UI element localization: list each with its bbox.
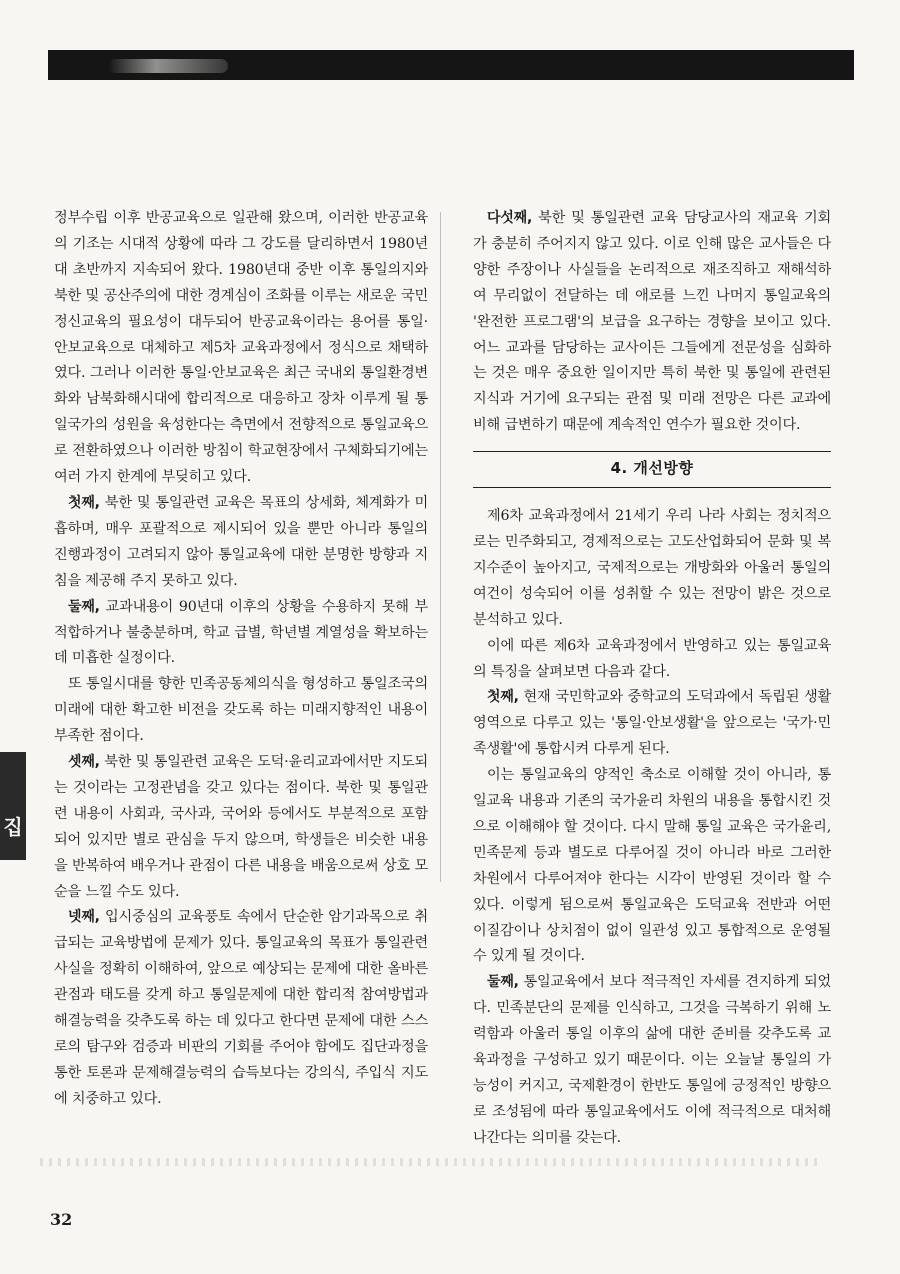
lead-third: 셋째, <box>68 754 100 771</box>
left-paragraph-2 <box>54 491 428 595</box>
header-band <box>48 50 854 80</box>
right-paragraph-6-text: 통일교육에서 보다 적극적인 자세를 견지하게 되었다. 민족분단의 문제를 인식하고, 그것을 극복하기 위해 노력함과 아울러 통일 이후의 삶에 대한 준비를 갖추도록 교육과정을 구성하고 있기 때문이다. 이는 오늘날 통일의 가능성이 커지고, 국제환경이 한반도 통일에 긍정적인 방향으로 조성됨에 따라 통일교육에서도 이에 적극적으로 대처해 나간다는 의미를 갖는다. <box>473 974 831 1146</box>
left-paragraph-6 <box>54 905 428 1112</box>
column-divider <box>440 212 441 882</box>
page-number: 32 <box>50 1210 73 1229</box>
right-column <box>473 206 831 1152</box>
lead-first: 첫째, <box>68 494 100 511</box>
lead-fifth: 다섯째, <box>487 210 533 226</box>
scan-artifact-strip <box>40 1158 820 1166</box>
left-paragraph-6-text: 입시중심의 교육풍토 속에서 단순한 암기과목으로 취급되는 교육방법에 문제가 있다. 통일교육의 목표가 통일관련 사실을 정확히 이해하여, 앞으로 예상되는 문제에 대한 올바른 관점과 태도를 갖게 하고 통일문제에 대한 합리적 참여방법과 해결능력을 갖추도록 하는 데 있다고 한다면 문제에 대한 스스로의 탐구와 검증과 비판의 기회를 주어야 함에도 집단과정을 통한 토론과 문제해결능력의 습득보다는 강의식, 주입식 지도에 치중하고 있다. <box>54 909 428 1107</box>
side-tab: 집 <box>0 752 26 860</box>
lead-second: 둘째, <box>68 598 100 615</box>
right-paragraph-3: 이에 따른 제6차 교육과정에서 반영하고 있는 통일교육의 특징을 살펴보면 다음과 같다. <box>473 637 831 680</box>
right-paragraph-6 <box>473 970 831 1151</box>
section-heading: 4. 개선방향 <box>473 451 831 488</box>
lead-second-right: 둘째, <box>487 974 519 991</box>
left-paragraph-1: 정부수립 이후 반공교육으로 일관해 왔으며, 이러한 반공교육의 기조는 시대적 상황에 따라 그 강도를 달리하면서 1980년대 초반까지 지속되어 왔다. 1980년대 중반 이후 통일의지와 북한 및 공산주의에 대한 경계심이 조화를 이루는 새로운 국민정신교육의 필요성이 대두되어 반공교육이라는 용어를 통일·안보교육으로 대체하고 제5차 교육과정에서 정식으로 채택하였다. 그러나 이러한 통일·안보교육은 최근 국내외 통일환경변화와 남북화해시대에 합리적으로 대응하고 장차 이루게 될 통일국가의 성원을 육성한다는 측면에서 전향적으로 통일교육으로 전환하였으나 이러한 방침이 학교현장에서 구체화되기에는 여러 가지 한계에 부딪히고 있다. <box>54 210 428 486</box>
right-paragraph-5: 이는 통일교육의 양적인 축소로 이해할 것이 아니라, 통일교육 내용과 기존의 국가윤리 차원의 내용을 통합시킨 것으로 이해해야 할 것이다. 다시 말해 통일 교육은 국가윤리, 민족문제 등과 별도로 다루어질 것이 아니라 바로 그러한 차원에서 다루어져야 한다는 시각이 반영된 것이라 할 수 있다. 이렇게 됨으로써 통일교육은 도덕교육 전반과 어떤 이질감이나 상치점이 없이 일관성 있고 통합적으로 운영될 수 있게 될 것이다. <box>473 767 831 965</box>
lead-first-right: 첫째, <box>487 689 519 706</box>
left-paragraph-3-text: 교과내용이 90년대 이후의 상황을 수용하지 못해 부적합하거나 불충분하며, 학교 급별, 학년별 계열성을 확보하는데 미흡한 실정이다. <box>54 598 428 667</box>
lead-fourth: 넷째, <box>68 909 100 926</box>
left-paragraph-5 <box>54 750 428 905</box>
right-paragraph-4 <box>473 685 831 763</box>
left-paragraph-3 <box>54 595 428 673</box>
right-paragraph-4-text: 현재 국민학교와 중학교의 도덕과에서 독립된 생활영역으로 다루고 있는 '통일·안보생활'을 앞으로는 '국가·민족생활'에 통합시켜 다루게 된다. <box>473 689 831 758</box>
header-brush-mark <box>108 59 228 73</box>
right-paragraph-1-text: 북한 및 통일관련 교육 담당교사의 재교육 기회가 충분히 주어지지 않고 있다. 이로 인해 많은 교사들은 다양한 주장이나 사실들을 논리적으로 재조직하고 재해석하여 무리없이 전달하는 데 애로를 느낀 나머지 통일교육의 '완전한 프로그램'의 보급을 요구하는 경향을 보이고 있다. 어느 교과를 담당하는 교사이든 그들에게 전문성을 심화하는 것은 매우 중요한 일이지만 특히 북한 및 통일에 관련된 지식과 거기에 요구되는 관점 및 미래 전망은 다른 교과에 비해 급변하기 때문에 계속적인 연수가 필요한 것이다. <box>473 210 831 434</box>
right-paragraph-1 <box>473 206 831 439</box>
right-paragraph-2: 제6차 교육과정에서 21세기 우리 나라 사회는 정치적으로는 민주화되고, 경제적으로는 고도산업화되어 문화 및 복지수준이 높아지고, 국제적으로는 개방화와 아울러 통일의 여건이 성숙되어 이를 성취할 수 있는 전망이 밝은 것으로 분석하고 있다. <box>473 508 831 628</box>
left-column <box>54 206 428 1113</box>
left-paragraph-2-text: 북한 및 통일관련 교육은 목표의 상세화, 체계화가 미흡하며, 매우 포괄적으로 제시되어 있을 뿐만 아니라 통일의 진행과정이 고려되지 않아 통일교육에 대한 분명한 방향과 지침을 제공해 주지 못하고 있다. <box>54 494 428 589</box>
left-paragraph-5-text: 북한 및 통일관련 교육은 도덕·윤리교과에서만 지도되는 것이라는 고정관념을 갖고 있다는 점이다. 북한 및 통일관련 내용이 사회과, 국사과, 국어와 등에서도 부분적으로 포함되어 있지만 별로 관심을 두지 않으며, 학생들은 비슷한 내용을 반복하여 배우거나 관점이 다른 내용을 배움으로써 상호 모순을 느낄 수도 있다. <box>54 754 428 900</box>
left-paragraph-4: 또 통일시대를 향한 민족공동체의식을 형성하고 통일조국의 미래에 대한 확고한 비전을 갖도록 하는 미래지향적인 내용이 부족한 점이다. <box>54 676 428 745</box>
